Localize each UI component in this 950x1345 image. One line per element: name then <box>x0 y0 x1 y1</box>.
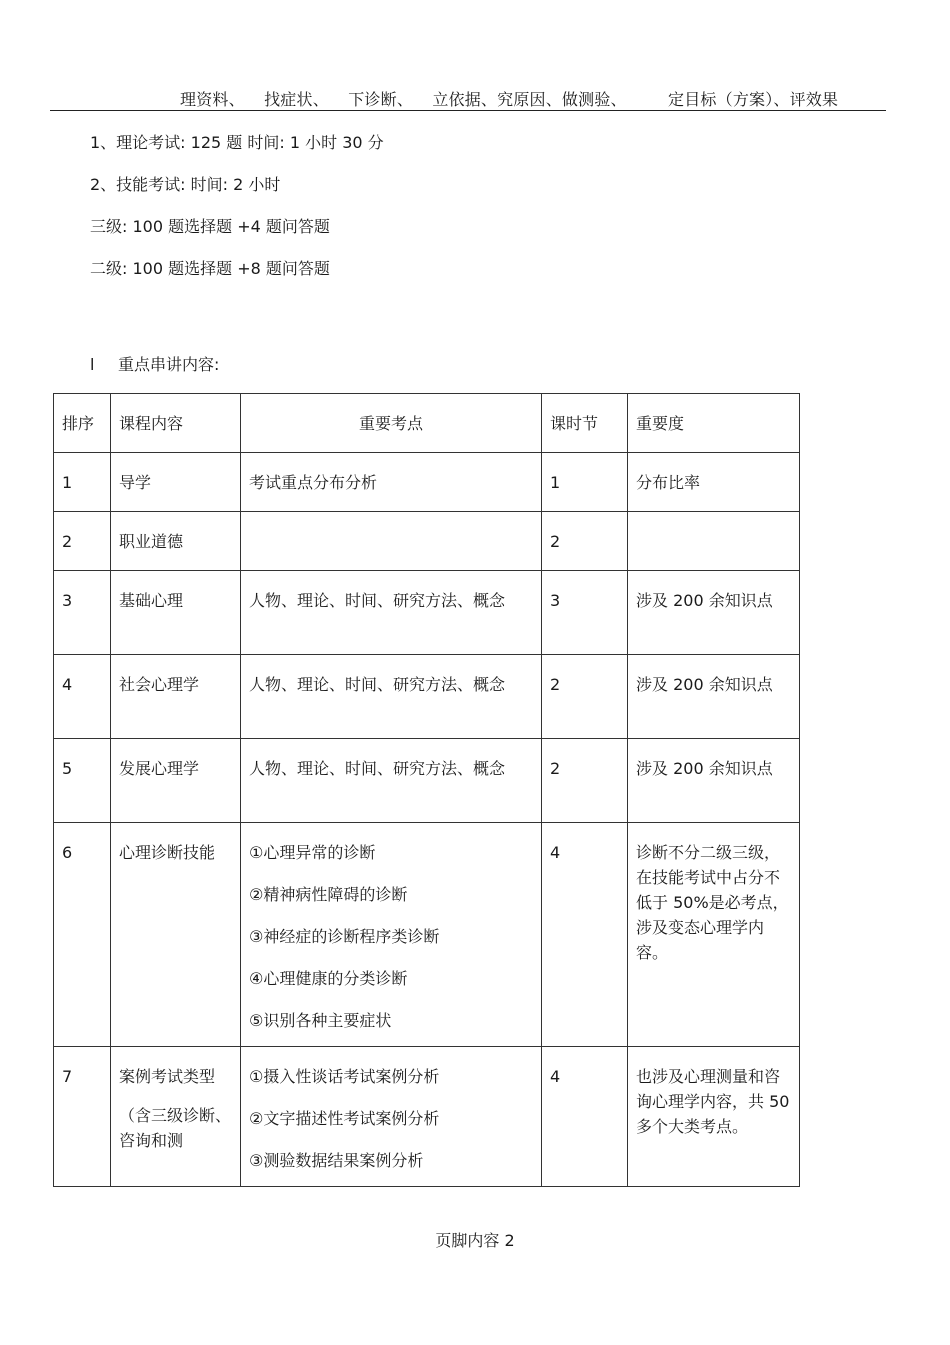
list-item: ③测验数据结果案例分析 <box>249 1151 424 1170</box>
cell-importance: 诊断不分二级三级，在技能考试中占分不低于 50%是必考点，涉及变态心理学内容。 <box>628 823 800 1047</box>
cell-hours: 2 <box>542 655 628 739</box>
cell-points <box>241 512 542 571</box>
cell-hours: 4 <box>542 1047 628 1187</box>
cell-order: 7 <box>54 1047 111 1187</box>
cell-hours: 4 <box>542 823 628 1047</box>
cell-order: 4 <box>54 655 111 739</box>
skill-exam-info: 2、技能考试: 时间: 2 小时 <box>90 175 281 194</box>
table-row <box>54 739 800 823</box>
bullet-mark: l <box>90 355 95 374</box>
cell-hours: 2 <box>542 739 628 823</box>
cell-points: 考试重点分布分析 <box>241 453 542 512</box>
table-row <box>54 655 800 739</box>
cell-order: 6 <box>54 823 111 1047</box>
list-item: ②精神病性障碍的诊断 <box>249 885 408 904</box>
theory-exam-info: 1、理论考试: 125 题 时间: 1 小时 30 分 <box>90 133 384 152</box>
list-item: ①心理异常的诊断 <box>249 843 376 862</box>
list-item: ①摄入性谈话考试案例分析 <box>249 1067 440 1086</box>
cell-importance: 涉及 200 余知识点 <box>628 739 800 823</box>
level-two-info: 二级: 100 题选择题 +8 题问答题 <box>90 259 330 278</box>
list-item: ④心理健康的分类诊断 <box>249 969 408 988</box>
page-footer: 页脚内容 2 <box>435 1231 515 1250</box>
cell-course: 发展心理学 <box>111 739 241 823</box>
cell-importance <box>628 512 800 571</box>
course-table <box>53 393 800 1187</box>
cell-order: 5 <box>54 739 111 823</box>
cell-hours: 1 <box>542 453 628 512</box>
table-row <box>54 453 800 512</box>
table-row <box>54 823 800 1047</box>
cell-points: 人物、理论、时间、研究方法、概念 <box>241 739 542 823</box>
cell-hours: 3 <box>542 571 628 655</box>
cell-course <box>111 1047 241 1187</box>
cell-importance: 分布比率 <box>628 453 800 512</box>
cell-course: 基础心理 <box>111 571 241 655</box>
course-name: 案例考试类型 <box>119 1067 216 1086</box>
cell-course: 导学 <box>111 453 241 512</box>
cell-importance: 涉及 200 余知识点 <box>628 655 800 739</box>
list-item: ③神经症的诊断程序类诊断 <box>249 927 440 946</box>
table-row <box>54 1047 800 1187</box>
table-header-row <box>54 394 800 453</box>
header-cell-hours: 课时节 <box>542 394 628 453</box>
header-cell-importance: 重要度 <box>628 394 800 453</box>
header-item: 定目标（方案）、评效果 <box>668 90 839 109</box>
section-heading <box>90 352 219 375</box>
section-title-text: 重点串讲内容: <box>118 355 220 374</box>
cell-course: 职业道德 <box>111 512 241 571</box>
header-cell-points: 重要考点 <box>241 394 542 453</box>
header-item: 理资料、 <box>180 90 245 109</box>
header-divider <box>50 110 886 111</box>
list-item: ②文字描述性考试案例分析 <box>249 1109 440 1128</box>
cell-order: 1 <box>54 453 111 512</box>
cell-points-list <box>241 1047 542 1187</box>
level-three-info: 三级: 100 题选择题 +4 题问答题 <box>90 217 330 236</box>
table-row <box>54 512 800 571</box>
cell-points-list <box>241 823 542 1047</box>
cell-course: 社会心理学 <box>111 655 241 739</box>
cell-points: 人物、理论、时间、研究方法、概念 <box>241 571 542 655</box>
header-item: 找症状、 <box>264 90 329 109</box>
header-item: 下诊断、 <box>348 90 414 109</box>
cell-importance: 涉及 200 余知识点 <box>628 571 800 655</box>
header-item: 立依据、究原因、做测验、 <box>432 90 627 109</box>
page-header <box>180 87 890 110</box>
header-cell-order: 排序 <box>54 394 111 453</box>
list-item: ⑤识别各种主要症状 <box>249 1011 392 1030</box>
table-row <box>54 571 800 655</box>
header-cell-course: 课程内容 <box>111 394 241 453</box>
cell-hours: 2 <box>542 512 628 571</box>
cell-points: 人物、理论、时间、研究方法、概念 <box>241 655 542 739</box>
course-note: （含三级诊断、咨询和测 <box>119 1106 232 1150</box>
cell-course: 心理诊断技能 <box>111 823 241 1047</box>
cell-order: 2 <box>54 512 111 571</box>
cell-order: 3 <box>54 571 111 655</box>
cell-importance: 也涉及心理测量和咨询心理学内容，共 50 多个大类考点。 <box>628 1047 800 1187</box>
